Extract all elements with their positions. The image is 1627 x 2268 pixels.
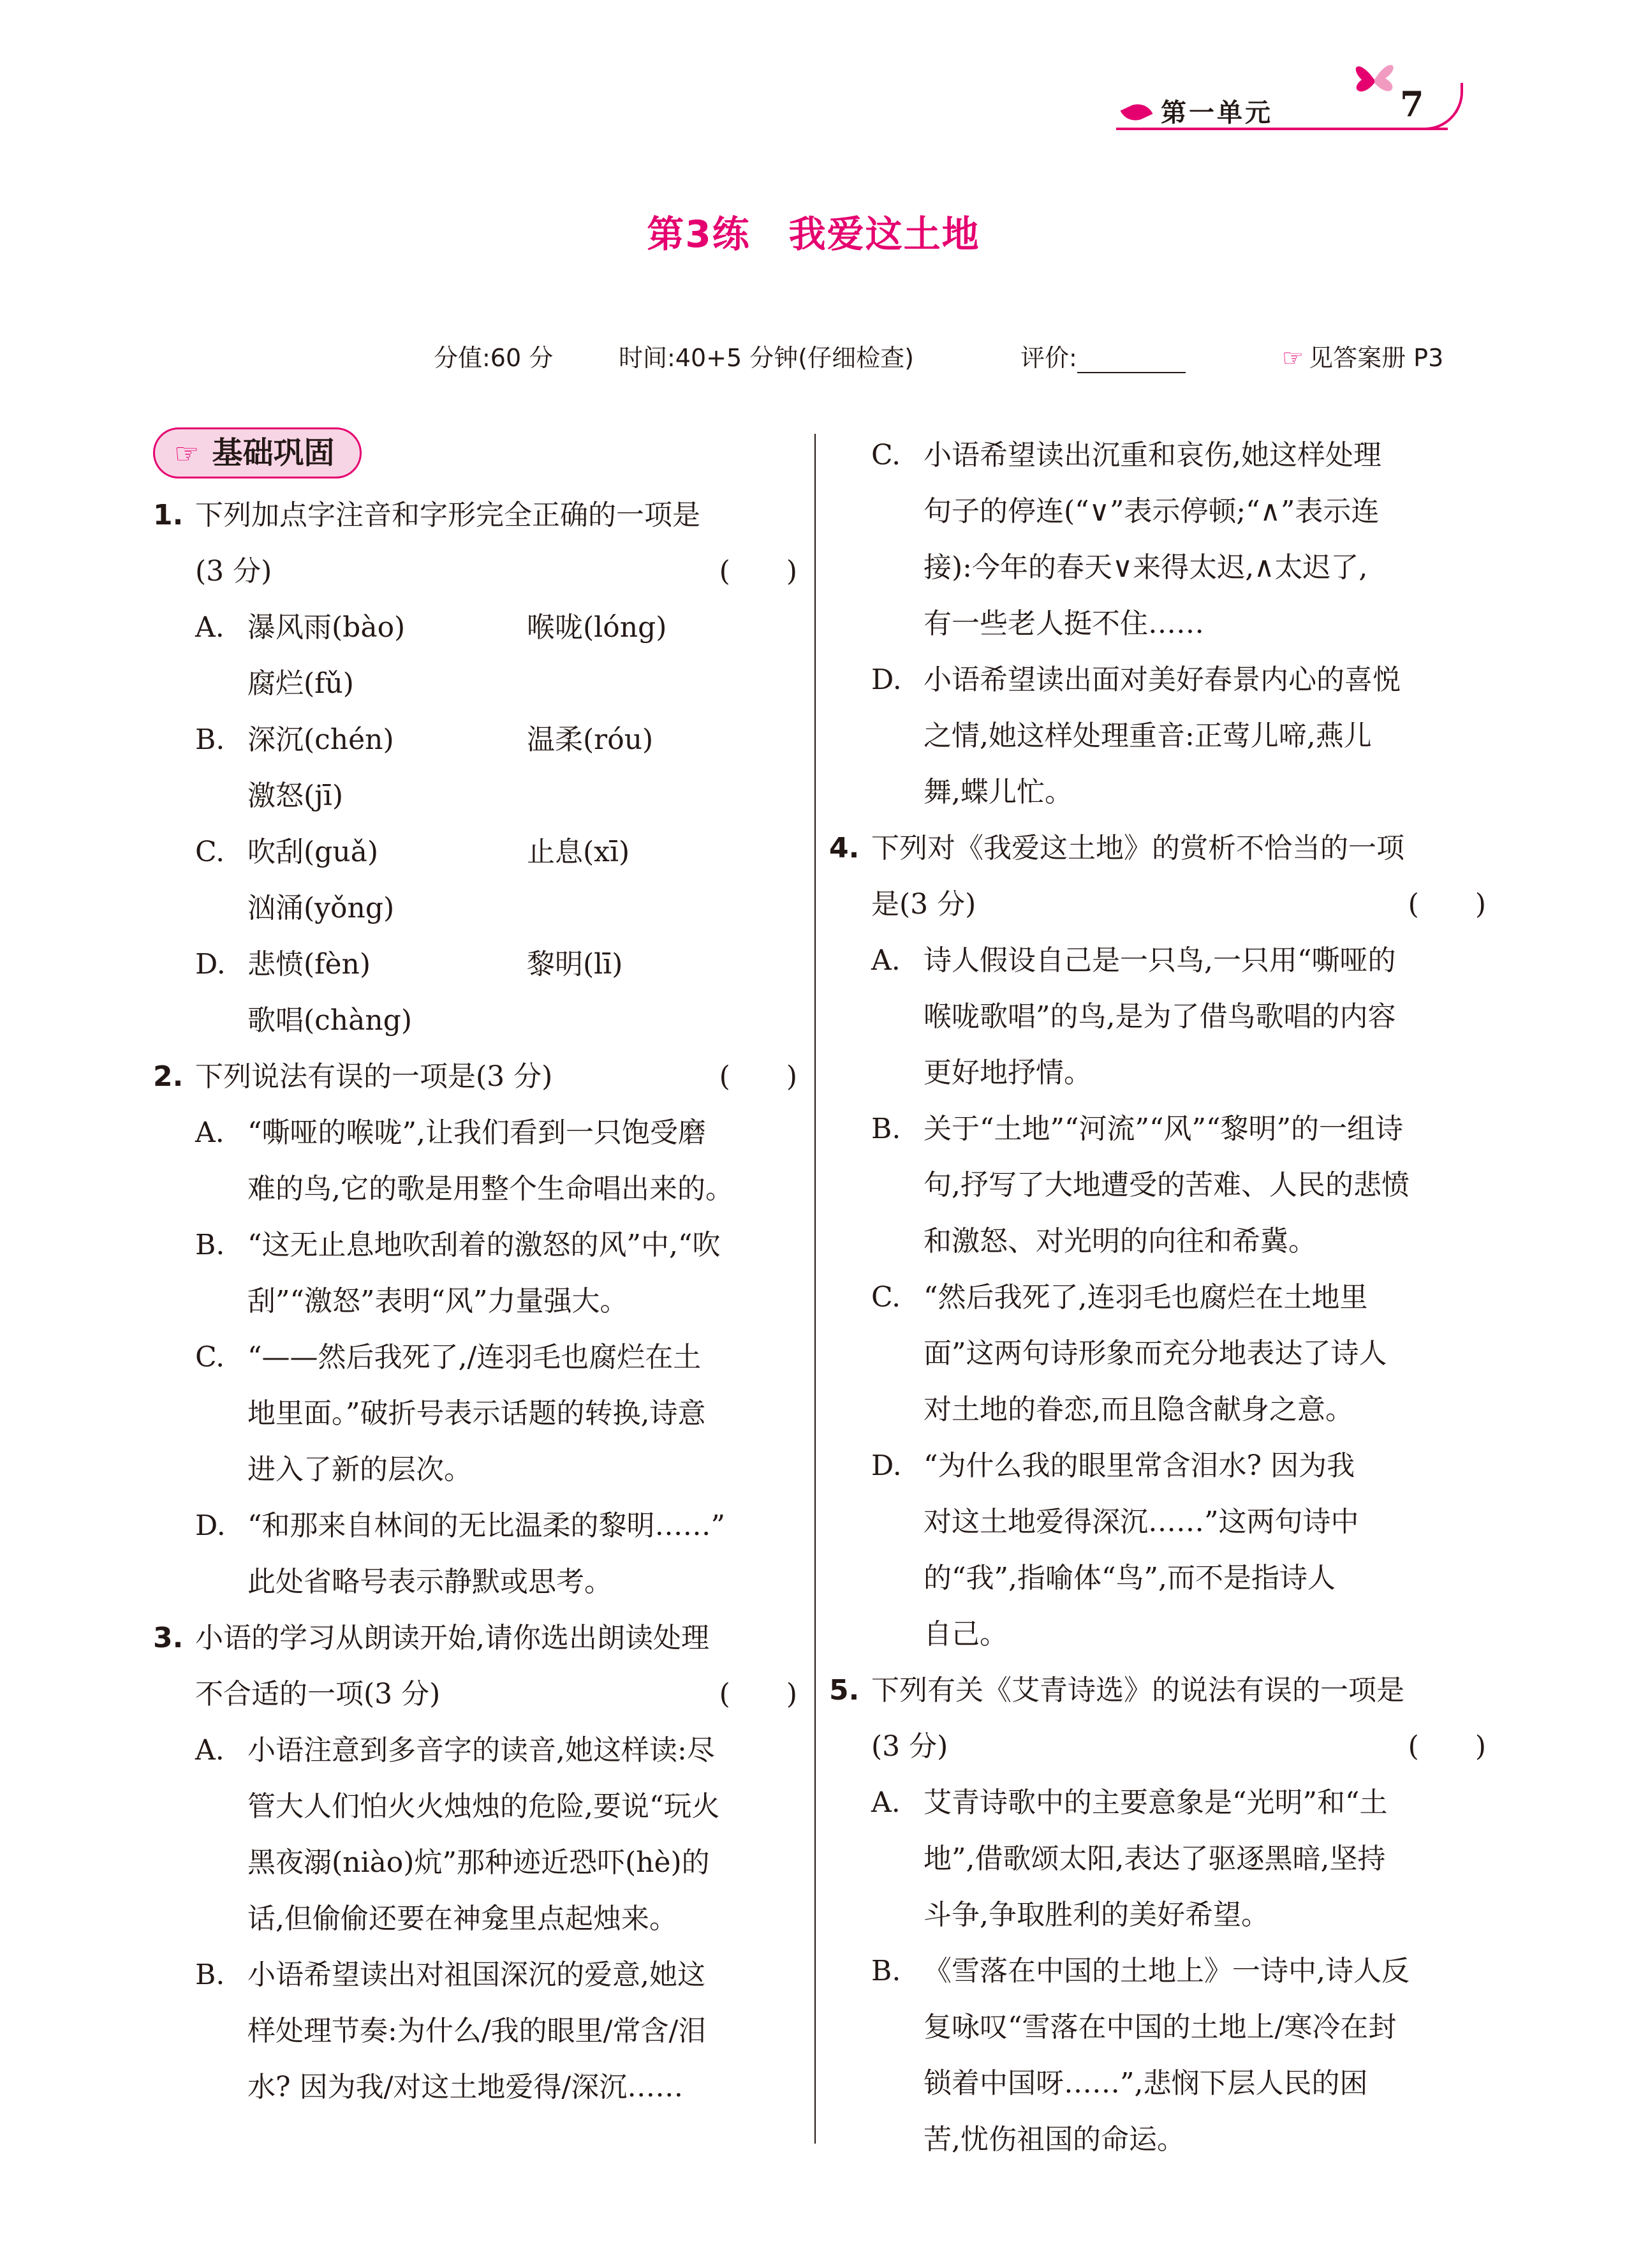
option-text-cont: 地”,借歌颂太阳,表达了驱逐黑暗,坚持 <box>924 1842 1386 1875</box>
q3-option-c[interactable] <box>829 427 1486 484</box>
question-stem: 下列有关《艾青诗选》的说法有误的一项是 <box>871 1674 1404 1707</box>
option-text: 温柔(róu) <box>527 723 654 756</box>
option-text-cont: 管大人们怕火火烛烛的危险,要说“玩火 <box>247 1790 720 1823</box>
leaf-icon <box>1121 99 1153 126</box>
option-text: “——然后我死了,/连羽毛也腐烂在土 <box>247 1341 702 1374</box>
option-text: 喉咙(lóng) <box>527 611 667 644</box>
q3-stem-line2 <box>153 1666 797 1723</box>
q2-option-b[interactable] <box>153 1217 797 1273</box>
option-text-cont: 锁着中国呀……”,悲悯下层人民的困 <box>924 2067 1368 2100</box>
option-text-cont: 黑夜溺(niào)炕”那种迹近恐吓(hè)的 <box>247 1846 710 1879</box>
section-title-text: 基础巩固 <box>212 435 335 471</box>
question-score: (3 分) <box>195 555 272 588</box>
option-label: A. <box>871 1786 901 1819</box>
section-title <box>153 427 362 478</box>
option-label: C. <box>871 1281 901 1314</box>
option-text: 瀑风雨(bào) <box>247 611 406 644</box>
option-text: “然后我死了,连羽毛也腐烂在土地里 <box>924 1281 1368 1314</box>
option-text-cont: 此处省略号表示静默或思考。 <box>247 1566 612 1598</box>
answer-blank[interactable]: ( ) <box>719 555 797 588</box>
q1-option-b[interactable] <box>153 712 797 768</box>
question-score: (3 分) <box>871 1730 948 1763</box>
answer-blank[interactable]: ( ) <box>719 1060 797 1093</box>
answer-blank[interactable]: ( ) <box>1408 888 1486 921</box>
q4-option-b[interactable] <box>829 1101 1486 1157</box>
option-text: 止息(xī) <box>527 836 630 868</box>
option-text: 关于“土地”“河流”“风”“黎明”的一组诗 <box>924 1113 1403 1145</box>
page-number: 7 <box>1400 84 1424 124</box>
question-1 <box>153 487 797 544</box>
question-stem: 不合适的一项(3 分) <box>195 1678 441 1710</box>
option-text: 黎明(lī) <box>527 948 623 981</box>
question-stem: 下列对《我爱这土地》的赏析不恰当的一项 <box>871 832 1404 864</box>
unit-label: 第一单元 <box>1161 98 1273 128</box>
option-label: C. <box>871 439 901 471</box>
option-label: B. <box>871 1113 901 1145</box>
q3-option-a[interactable] <box>153 1723 797 1779</box>
option-label: D. <box>871 1449 902 1482</box>
pointing-hand-icon: ☞ <box>1282 344 1304 372</box>
option-label: B. <box>195 1229 225 1261</box>
page-header <box>1116 61 1473 137</box>
option-text: “和那来自林间的无比温柔的黎明……” <box>247 1509 725 1542</box>
option-text: 艾青诗歌中的主要意象是“光明”和“土 <box>924 1786 1388 1819</box>
option-label: A. <box>195 1734 225 1767</box>
q1-option-d[interactable] <box>153 937 797 993</box>
option-label: B. <box>195 723 225 756</box>
option-text: 小语希望读出对祖国深沉的爱意,她这 <box>247 1959 705 1991</box>
option-text: 小语注意到多音字的读音,她这样读:尽 <box>247 1734 715 1767</box>
q5-stem-line2 <box>829 1719 1486 1775</box>
question-number: 1. <box>153 499 184 531</box>
option-label: A. <box>195 611 225 644</box>
question-number: 2. <box>153 1060 184 1093</box>
option-text: “嘶哑的喉咙”,让我们看到一只饱受磨 <box>247 1116 706 1149</box>
question-2 <box>153 1049 797 1105</box>
option-label: D. <box>195 1509 226 1542</box>
evaluation-blank <box>1077 346 1186 373</box>
option-text-cont: 句,抒写了大地遭受的苦难、人民的悲愤 <box>924 1169 1410 1201</box>
option-text-cont: 句子的停连(“∨”表示停顿;“∧”表示连 <box>924 495 1380 528</box>
q1-option-a[interactable] <box>153 600 797 656</box>
question-4 <box>829 820 1486 877</box>
option-text-cont: 和激怒、对光明的向往和希冀。 <box>924 1225 1316 1257</box>
option-text: 小语希望读出面对美好春景内心的喜悦 <box>924 663 1401 696</box>
left-column <box>153 427 797 2116</box>
q4-option-d[interactable] <box>829 1438 1486 1494</box>
option-text: 小语希望读出沉重和哀伤,她这样处理 <box>924 439 1381 471</box>
option-text-cont: 斗争,争取胜利的美好希望。 <box>924 1899 1269 1931</box>
option-text: 深沉(chén) <box>247 723 394 756</box>
question-number: 3. <box>153 1622 184 1654</box>
option-text-cont: 对土地的眷恋,而且隐含献身之意。 <box>924 1393 1353 1426</box>
option-text: 悲愤(fèn) <box>247 948 371 981</box>
option-text-cont: 水? 因为我/对这土地爱得/深沉…… <box>247 2071 684 2103</box>
option-text-cont: 舞,蝶儿忙。 <box>924 776 1073 808</box>
pointing-hand-icon: ☞ <box>174 438 200 470</box>
question-3 <box>153 1610 797 1666</box>
evaluation-label: 评价: <box>1020 344 1077 372</box>
option-text: 吹刮(guǎ) <box>247 836 379 868</box>
option-text-cont: 有一些老人挺不住…… <box>924 607 1204 640</box>
time-info: 时间:40+5 分钟(仔细检查) <box>619 344 914 372</box>
q5-option-b[interactable] <box>829 1943 1486 1999</box>
option-text-cont: 对这土地爱得深沉……”这两句诗中 <box>924 1506 1359 1538</box>
score-info: 分值:60 分 <box>434 344 554 372</box>
option-label: D. <box>195 948 226 981</box>
option-text-cont: 面”这两句诗形象而充分地表达了诗人 <box>924 1337 1387 1370</box>
question-5 <box>829 1663 1486 1719</box>
q1-option-d-cont: 歌唱(chàng) <box>247 1004 413 1037</box>
option-text-cont: 更好地抒情。 <box>924 1056 1092 1089</box>
option-text-cont: 的“我”,指喻体“鸟”,而不是指诗人 <box>924 1562 1336 1594</box>
option-label: A. <box>195 1116 225 1149</box>
option-label: C. <box>195 836 225 868</box>
q2-option-c[interactable] <box>153 1330 797 1386</box>
q3-option-b[interactable] <box>153 1947 797 2003</box>
question-stem: 小语的学习从朗读开始,请你选出朗读处理 <box>195 1622 709 1654</box>
question-number: 5. <box>829 1674 860 1707</box>
q1-option-a-cont: 腐烂(fǔ) <box>247 667 354 700</box>
question-stem: 是(3 分) <box>871 888 976 921</box>
option-text-cont: 难的鸟,它的歌是用整个生命唱出来的。 <box>247 1173 733 1205</box>
right-column <box>829 427 1486 2168</box>
option-label: D. <box>871 663 902 696</box>
q2-option-a[interactable] <box>153 1105 797 1161</box>
option-text-cont: 话,但偷偷还要在神龛里点起烛来。 <box>247 1902 677 1935</box>
question-number: 4. <box>829 832 860 864</box>
q4-option-a[interactable] <box>829 933 1486 989</box>
option-text-cont: 进入了新的层次。 <box>247 1453 472 1486</box>
question-stem: 下列加点字注音和字形完全正确的一项是 <box>195 499 700 531</box>
option-text: “为什么我的眼里常含泪水? 因为我 <box>924 1449 1355 1482</box>
q1-option-c[interactable] <box>153 824 797 880</box>
option-label: C. <box>195 1341 225 1374</box>
q5-option-a[interactable] <box>829 1775 1486 1831</box>
answer-blank[interactable]: ( ) <box>719 1678 797 1710</box>
option-text-cont: 地里面。”破折号表示话题的转换,诗意 <box>247 1397 706 1430</box>
option-label: B. <box>871 1955 901 1987</box>
option-text-cont: 自己。 <box>924 1618 1008 1650</box>
q1-option-c-cont: 汹涌(yǒng) <box>247 892 395 924</box>
column-divider <box>814 434 816 2144</box>
question-stem: 下列说法有误的一项是(3 分) <box>195 1060 553 1093</box>
option-text: 《雪落在中国的土地上》一诗中,诗人反 <box>924 1955 1410 1987</box>
option-text: “这无止息地吹刮着的激怒的风”中,“吹 <box>247 1229 721 1261</box>
q4-stem-line2 <box>829 877 1486 933</box>
option-text-cont: 苦,忧伤祖国的命运。 <box>924 2123 1185 2156</box>
answer-blank[interactable]: ( ) <box>1408 1730 1486 1763</box>
option-label: A. <box>871 944 901 977</box>
q3-option-d[interactable] <box>829 652 1486 708</box>
option-text: 诗人假设自己是一只鸟,一只用“嘶哑的 <box>924 944 1396 977</box>
option-text-cont: 复咏叹“雪落在中国的土地上/寒冷在封 <box>924 2011 1397 2043</box>
option-text-cont: 刮”“激怒”表明“风”力量强大。 <box>247 1285 628 1317</box>
q2-option-d[interactable] <box>153 1498 797 1554</box>
page-title: 第3练 我爱这土地 <box>647 212 980 256</box>
evaluation <box>1020 338 1186 373</box>
option-label: B. <box>195 1959 225 1991</box>
answer-ref-text: 见答案册 P3 <box>1309 344 1444 372</box>
option-text-cont: 喉咙歌唱”的鸟,是为了借鸟歌唱的内容 <box>924 1000 1396 1033</box>
q4-option-c[interactable] <box>829 1270 1486 1326</box>
option-text-cont: 接):今年的春天∨来得太迟,∧太迟了, <box>924 551 1368 584</box>
option-text-cont: 样处理节奏:为什么/我的眼里/常含/泪 <box>247 2015 707 2047</box>
q1-option-b-cont: 激怒(jī) <box>247 780 344 812</box>
q1-stem-line2 <box>153 544 797 600</box>
option-text-cont: 之情,她这样处理重音:正莺儿啼,燕儿 <box>924 720 1372 752</box>
answer-ref <box>1282 338 1443 373</box>
